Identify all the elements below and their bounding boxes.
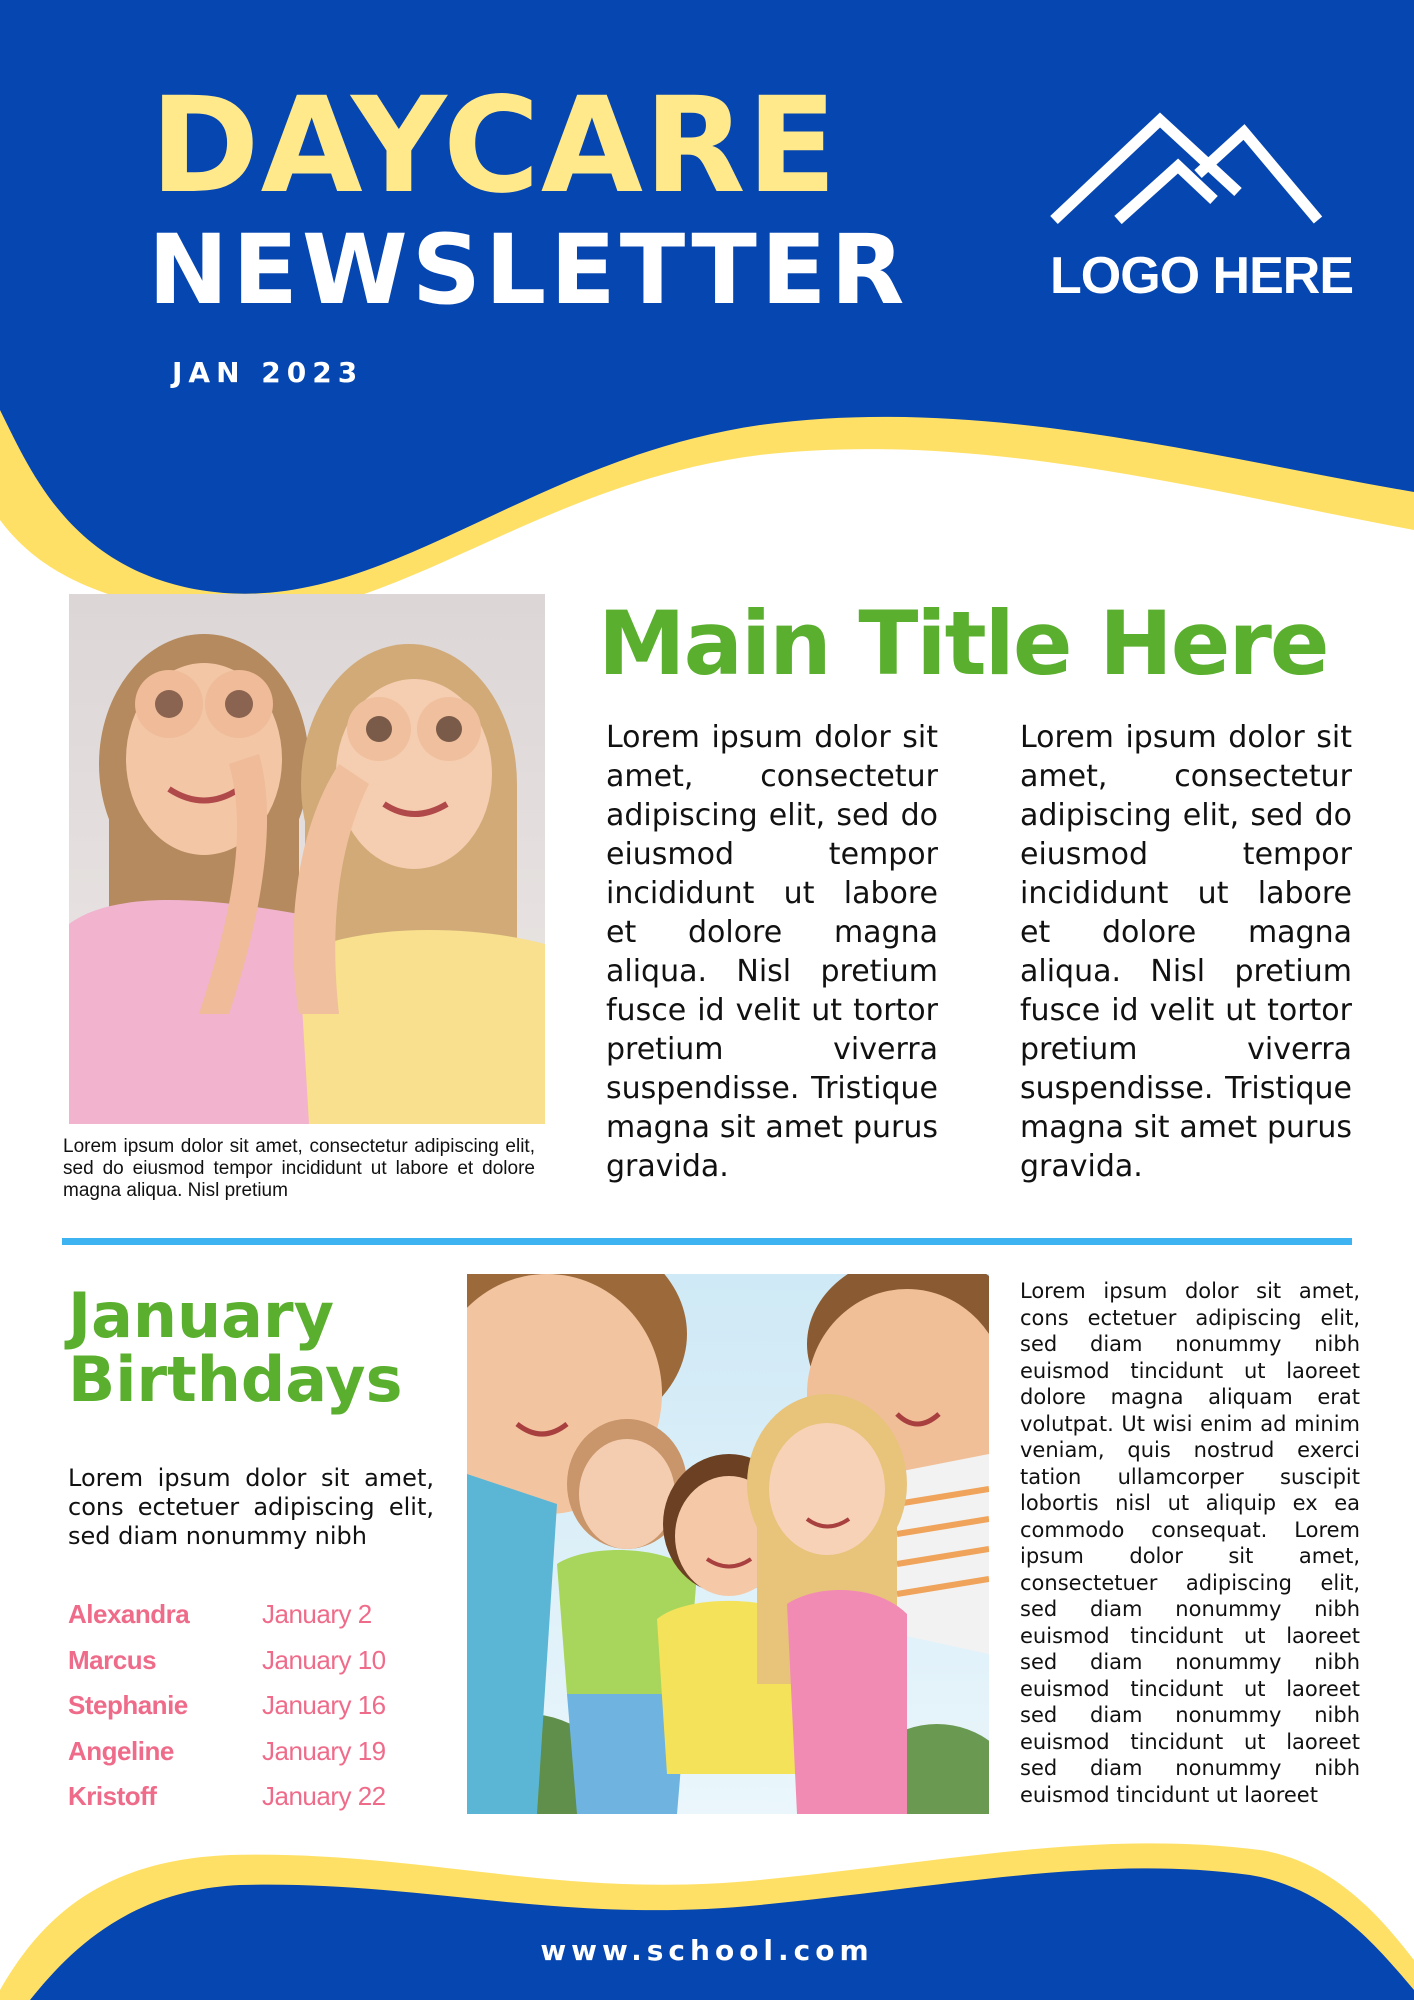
birthday-row [68,1638,408,1684]
side-article-text: Lorem ipsum dolor sit amet, cons ectetuer adipiscing elit, sed diam nonummy nibh euismod tincidunt ut laoreet dolore magna aliquam erat volutpat. Ut wisi enim ad minim veniam, quis nostrud exerci tation ullamcorper suscipit lobortis nisl ut aliquip ex ea commodo consequat. Lorem ipsum dolor sit amet, consectetuer adipiscing elit, sed diam nonummy nibh euismod tincidunt ut laoreet sed diam nonummy nibh euismod tincidunt ut laoreet sed diam nonummy nibh euismod tincidunt ut laoreet sed diam nonummy nibh euismod tincidunt ut laoreet [1020,1279,1360,1807]
newsletter-title-line1: DAYCARE [150,69,838,223]
logo-text: LOGO HERE [1050,247,1354,305]
birthdays-title-line2: Birthdays [68,1343,403,1416]
birthday-row [68,1683,408,1729]
birthdays-title [68,1279,403,1416]
birthday-row [68,1592,408,1638]
birthday-date: January 19 [262,1735,386,1766]
kids-group-photo [467,1274,989,1814]
footer-url: www.school.com [540,1934,874,1967]
article-column-2: Lorem ipsum dolor sit amet, consectetur adipiscing elit, sed do eiusmod tempor incididunt ut labore et dolore magna aliqua. Nisl pretium fusce id velit ut tortor pretium viverra suspendisse. Tristique magna sit amet purus gravida. [1020,720,1352,1184]
birthdays-title-line1: January [68,1279,335,1352]
girls-photo [69,594,545,1124]
birthday-date: January 10 [262,1644,386,1675]
birthday-name: Angeline [68,1735,174,1766]
article-column-1: Lorem ipsum dolor sit amet, consectetur adipiscing elit, sed do eiusmod tempor incididunt ut labore et dolore magna aliqua. Nisl pretium fusce id velit ut tortor pretium viverra suspendisse. Tristique magna sit amet purus gravida. [606,720,938,1184]
birthday-name: Marcus [68,1644,157,1675]
birthday-row [68,1774,408,1820]
birthday-row [68,1729,408,1775]
main-title: Main Title Here [598,592,1328,695]
birthday-list [68,1592,408,1820]
mountain-logo-icon [1048,112,1324,230]
birthday-date: January 16 [262,1690,386,1721]
birthday-name: Stephanie [68,1690,188,1721]
birthday-date: January 22 [262,1781,386,1812]
birthday-name: Alexandra [68,1599,190,1630]
photo-caption: Lorem ipsum dolor sit amet, consectetur adipiscing elit, sed do eiusmod tempor incididunt ut labore et dolore magna aliqua. Nisl pretium [63,1136,535,1201]
issue-date: JAN 2023 [172,356,364,389]
birthday-name: Kristoff [68,1781,157,1812]
birthdays-intro: Lorem ipsum dolor sit amet, cons ectetuer adipiscing elit, sed diam nonummy nibh [68,1464,434,1550]
birthday-date: January 2 [262,1599,372,1630]
newsletter-title-line2: NEWSLETTER [148,214,909,326]
section-divider [62,1238,1352,1245]
